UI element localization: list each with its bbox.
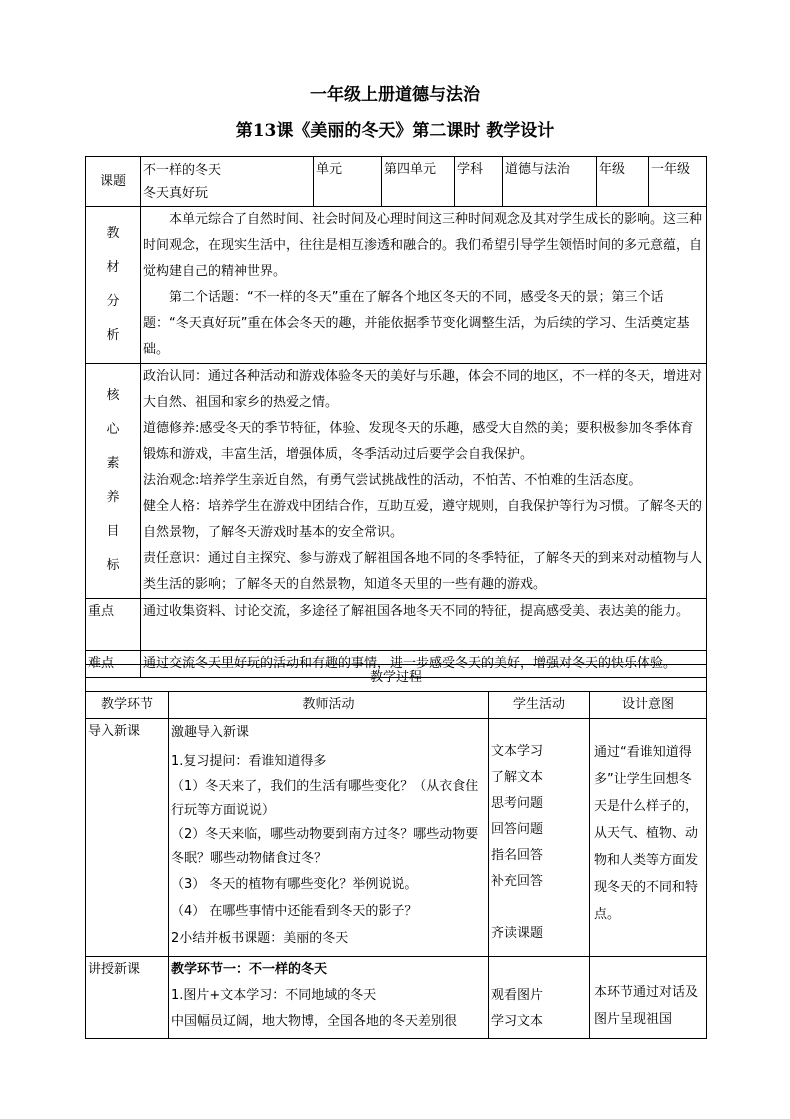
topic-line-1: 不一样的冬天 <box>143 162 222 178</box>
difficulty-label: 难点 <box>86 651 141 678</box>
topic-label: 课题 <box>86 157 141 207</box>
intro-teacher-line: （2）冬天来临，哪些动物要到南方过冬？哪些动物要冬眠？哪些动物储食过冬？ <box>171 827 479 866</box>
grade-label: 年级 <box>597 157 649 207</box>
topic-value <box>141 157 314 207</box>
key-point-row <box>86 599 707 651</box>
topic-line-2: 冬天真好玩 <box>143 185 209 201</box>
intro-teacher-line: （1）冬天来了，我们的生活有哪些变化？（从衣食住行玩等方面说说） <box>171 779 479 818</box>
process-title-row <box>86 665 707 692</box>
document-subheading: 第13课《美丽的冬天》第二课时 教学设计 <box>235 121 555 141</box>
analysis-row <box>86 207 707 364</box>
key-point-label: 重点 <box>86 599 141 651</box>
intro-student-line: 补充回答 <box>491 874 544 889</box>
core-goals-content <box>141 364 707 599</box>
lecture-stage: 讲授新课 <box>86 957 169 1039</box>
intro-row <box>86 719 707 957</box>
lecture-row <box>86 957 707 1039</box>
intro-teacher-line: 2小结并板书课题：美丽的冬天 <box>171 931 349 946</box>
unit-value: 第四单元 <box>382 157 455 207</box>
intro-teacher-line: （4） 在哪些事情中还能看到冬天的影子？ <box>171 904 418 919</box>
subject-label: 学科 <box>455 157 503 207</box>
intro-teacher-line: 1.复习提问：看谁知道得多 <box>171 754 327 769</box>
intro-student-line: 回答问题 <box>491 822 544 837</box>
teaching-process-table <box>85 664 707 1039</box>
core-label-line-3: 目 标 <box>106 524 134 573</box>
core-label-line-2: 素 养 <box>106 456 134 505</box>
core-label-line-1: 核 心 <box>106 388 134 437</box>
analysis-content <box>141 207 707 364</box>
analysis-label-line-2: 分 析 <box>106 294 134 343</box>
intro-teacher-line: 激趣导入新课 <box>171 725 250 740</box>
header-teacher: 教师活动 <box>169 692 489 719</box>
intro-teacher-activities <box>169 719 489 957</box>
core-goal-political: 政治认同：通过各种活动和游戏体验冬天的美好与乐趣，体会不同的地区，不一样的冬天，增进对大自然、祖国和家乡的热爱之情。 <box>143 369 703 410</box>
core-goal-responsibility: 责任意识：通过自主探究、参与游戏了解祖国各地不同的冬季特征，了解冬天的到来对动植物与人类生活的影响；了解冬天的自然景物，知道冬天里的一些有趣的游戏。 <box>143 551 703 592</box>
intro-design-intent: 通过“看谁知道得多”让学生回想冬天是什么样子的，从天气、植物、动物和人类等方面发现冬天的不同和特点。 <box>590 719 707 957</box>
process-title: 教学过程 <box>86 665 707 692</box>
core-goals-label <box>86 364 141 599</box>
analysis-label-line-1: 教 材 <box>106 226 134 275</box>
lecture-teacher-line: 教学环节一：不一样的冬天 <box>171 962 328 977</box>
header-design: 设计意图 <box>590 692 707 719</box>
intro-teacher-line: （3） 冬天的植物有哪些变化？举例说说。 <box>171 877 418 892</box>
core-goal-moral: 道德修养:感受冬天的季节特征，体验、发现冬天的乐趣，感受大自然的美；要积极参加冬季体育锻炼和游戏，丰富生活，增强体质，冬季活动过后要学会自我保护。 <box>143 421 694 462</box>
intro-student-line: 齐读课题 <box>491 926 544 941</box>
lecture-design-intent: 本环节通过对话及图片呈现祖国 <box>590 957 707 1039</box>
document-heading: 一年级上册道德与法治 <box>310 85 480 105</box>
unit-label: 单元 <box>314 157 382 207</box>
header-stage: 教学环节 <box>86 692 169 719</box>
lecture-student-activities <box>489 957 590 1039</box>
analysis-label <box>86 207 141 364</box>
lesson-info-table <box>85 156 707 678</box>
intro-student-line: 文本学习 <box>491 744 544 759</box>
intro-student-line: 指名回答 <box>491 848 544 863</box>
analysis-paragraph-1: 本单元综合了自然时间、社会时间及心理时间这三种时间观念及其对学生成长的影响。这三种时间观念，在现实生活中，往往是相互渗透和融合的。我们希望引导学生领悟时间的多元意蕴，自觉构建自己的精神世界。 <box>143 212 703 279</box>
lecture-teacher-line: 1.图片+文本学习：不同地域的冬天 <box>171 988 377 1003</box>
intro-student-line: 思考问题 <box>491 796 544 811</box>
topic-row <box>86 157 707 207</box>
core-goals-row <box>86 364 707 599</box>
core-goal-law: 法治观念:培养学生亲近自然，有勇气尝试挑战性的活动，不怕苦、不怕难的生活态度。 <box>143 473 642 488</box>
header-student: 学生活动 <box>489 692 590 719</box>
core-goal-personality: 健全人格：培养学生在游戏中团结合作，互助互爱，遵守规则，自我保护等行为习惯。了解冬天的自然景物，了解冬天游戏时基本的安全常识。 <box>143 499 703 540</box>
lecture-teacher-activities <box>169 957 489 1039</box>
intro-student-line: 了解文本 <box>491 770 544 785</box>
lecture-teacher-line: 中国幅员辽阔，地大物博，全国各地的冬天差别很 <box>171 1014 458 1029</box>
intro-student-activities <box>489 719 590 957</box>
grade-value: 一年级 <box>649 157 707 207</box>
key-point-text: 通过收集资料、讨论交流，多途径了解祖国各地冬天不同的特征，提高感受美、表达美的能力。 <box>141 599 707 651</box>
subject-value: 道德与法治 <box>503 157 597 207</box>
intro-stage: 导入新课 <box>86 719 169 957</box>
difficulty-text: 通过交流冬天里好玩的活动和有趣的事情，进一步感受冬天的美好，增强对冬天的快乐体验。 <box>141 651 707 678</box>
lecture-student-line: 观看图片 <box>491 988 544 1003</box>
analysis-paragraph-2: 第二个话题：“不一样的冬天”重在了解各个地区冬天的不同，感受冬天的景；第三个话题：“冬天真好玩”重在体会冬天的趣，并能依据季节变化调整生活，为后续的学习、生活奠定基础。 <box>143 290 690 357</box>
lecture-student-line: 学习文本 <box>491 1014 544 1029</box>
process-header-row <box>86 692 707 719</box>
